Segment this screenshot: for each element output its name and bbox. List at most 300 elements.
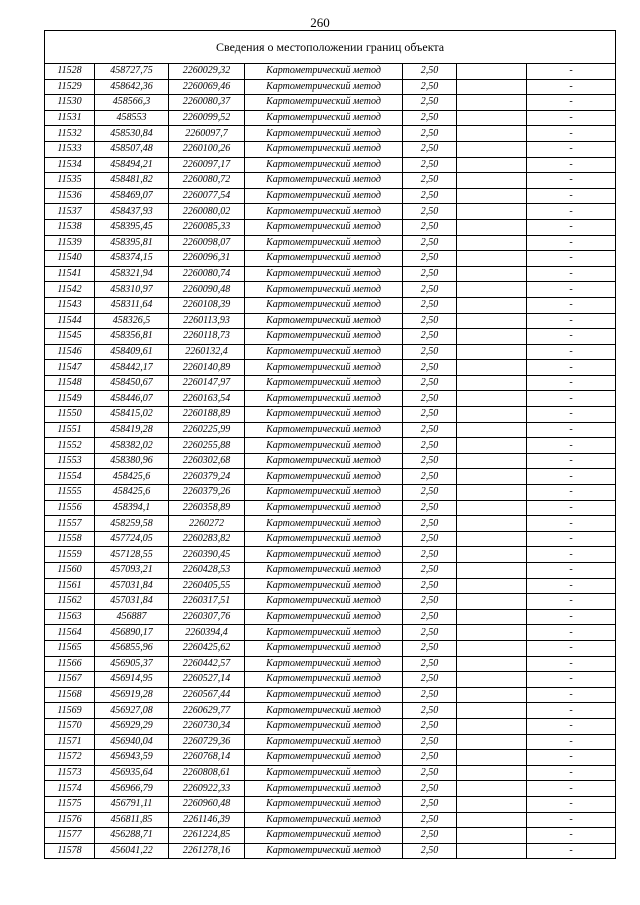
point-number-cell: 11567 [45,672,95,688]
x-coordinate-cell: 458259,58 [95,516,169,532]
x-coordinate-cell: 456905,37 [95,656,169,672]
description-cell: - [527,516,616,532]
empty-cell [457,485,527,501]
description-cell: - [527,703,616,719]
x-coordinate-cell: 458395,45 [95,219,169,235]
empty-cell [457,282,527,298]
method-cell: Картометрический метод [245,594,403,610]
x-coordinate-cell: 458425,6 [95,485,169,501]
y-coordinate-cell: 2261146,39 [169,812,245,828]
empty-cell [457,407,527,423]
table-row [45,609,616,625]
method-cell: Картометрический метод [245,79,403,95]
x-coordinate-cell: 458310,97 [95,282,169,298]
y-coordinate-cell: 2260379,24 [169,469,245,485]
accuracy-cell: 2,50 [403,391,457,407]
description-cell: - [527,251,616,267]
accuracy-cell: 2,50 [403,765,457,781]
description-cell: - [527,329,616,345]
description-cell: - [527,360,616,376]
empty-cell [457,828,527,844]
accuracy-cell: 2,50 [403,95,457,111]
point-number-cell: 11561 [45,578,95,594]
method-cell: Картометрический метод [245,313,403,329]
point-number-cell: 11558 [45,531,95,547]
empty-cell [457,344,527,360]
description-cell: - [527,640,616,656]
x-coordinate-cell: 456041,22 [95,843,169,859]
empty-cell [457,438,527,454]
table-row [45,765,616,781]
accuracy-cell: 2,50 [403,344,457,360]
y-coordinate-cell: 2260097,7 [169,126,245,142]
table-row [45,469,616,485]
accuracy-cell: 2,50 [403,173,457,189]
y-coordinate-cell: 2260108,39 [169,297,245,313]
description-cell: - [527,235,616,251]
x-coordinate-cell: 456966,79 [95,781,169,797]
table-row [45,547,616,563]
table-row [45,438,616,454]
description-cell: - [527,563,616,579]
accuracy-cell: 2,50 [403,188,457,204]
accuracy-cell: 2,50 [403,781,457,797]
description-cell: - [527,375,616,391]
description-cell: - [527,531,616,547]
empty-cell [457,781,527,797]
y-coordinate-cell: 2260163,54 [169,391,245,407]
x-coordinate-cell: 458566,3 [95,95,169,111]
x-coordinate-cell: 457724,05 [95,531,169,547]
point-number-cell: 11568 [45,687,95,703]
point-number-cell: 11557 [45,516,95,532]
x-coordinate-cell: 456887 [95,609,169,625]
method-cell: Картометрический метод [245,547,403,563]
method-cell: Картометрический метод [245,765,403,781]
description-cell: - [527,95,616,111]
accuracy-cell: 2,50 [403,734,457,750]
method-cell: Картометрический метод [245,251,403,267]
accuracy-cell: 2,50 [403,516,457,532]
method-cell: Картометрический метод [245,640,403,656]
description-cell: - [527,500,616,516]
description-cell: - [527,734,616,750]
description-cell: - [527,578,616,594]
point-number-cell: 11546 [45,344,95,360]
x-coordinate-cell: 458553 [95,110,169,126]
y-coordinate-cell: 2260077,54 [169,188,245,204]
accuracy-cell: 2,50 [403,672,457,688]
accuracy-cell: 2,50 [403,547,457,563]
description-cell: - [527,266,616,282]
accuracy-cell: 2,50 [403,563,457,579]
point-number-cell: 11539 [45,235,95,251]
x-coordinate-cell: 458530,84 [95,126,169,142]
point-number-cell: 11563 [45,609,95,625]
empty-cell [457,453,527,469]
accuracy-cell: 2,50 [403,110,457,126]
table-row [45,157,616,173]
method-cell: Картометрический метод [245,344,403,360]
accuracy-cell: 2,50 [403,750,457,766]
accuracy-cell: 2,50 [403,578,457,594]
table-row [45,640,616,656]
description-cell: - [527,391,616,407]
x-coordinate-cell: 458394,1 [95,500,169,516]
method-cell: Картометрический метод [245,656,403,672]
table-row [45,266,616,282]
x-coordinate-cell: 458425,6 [95,469,169,485]
description-cell: - [527,141,616,157]
method-cell: Картометрический метод [245,110,403,126]
y-coordinate-cell: 2260730,34 [169,718,245,734]
method-cell: Картометрический метод [245,188,403,204]
description-cell: - [527,781,616,797]
accuracy-cell: 2,50 [403,219,457,235]
table-row [45,141,616,157]
x-coordinate-cell: 456929,29 [95,718,169,734]
point-number-cell: 11556 [45,500,95,516]
table-row [45,251,616,267]
point-number-cell: 11571 [45,734,95,750]
x-coordinate-cell: 456927,08 [95,703,169,719]
table-row [45,95,616,111]
empty-cell [457,219,527,235]
empty-cell [457,640,527,656]
table-row [45,407,616,423]
description-cell: - [527,64,616,80]
description-cell: - [527,656,616,672]
description-cell: - [527,157,616,173]
table-row [45,126,616,142]
description-cell: - [527,422,616,438]
table-row [45,687,616,703]
x-coordinate-cell: 456919,28 [95,687,169,703]
empty-cell [457,375,527,391]
y-coordinate-cell: 2260140,89 [169,360,245,376]
x-coordinate-cell: 458380,96 [95,453,169,469]
accuracy-cell: 2,50 [403,438,457,454]
method-cell: Картометрический метод [245,781,403,797]
x-coordinate-cell: 457031,84 [95,594,169,610]
y-coordinate-cell: 2260085,33 [169,219,245,235]
empty-cell [457,547,527,563]
x-coordinate-cell: 458727,75 [95,64,169,80]
description-cell: - [527,219,616,235]
y-coordinate-cell: 2260099,52 [169,110,245,126]
y-coordinate-cell: 2261224,85 [169,828,245,844]
method-cell: Картометрический метод [245,391,403,407]
accuracy-cell: 2,50 [403,422,457,438]
x-coordinate-cell: 458494,21 [95,157,169,173]
y-coordinate-cell: 2260358,89 [169,500,245,516]
table-row [45,843,616,859]
y-coordinate-cell: 2260069,46 [169,79,245,95]
description-cell: - [527,438,616,454]
y-coordinate-cell: 2260394,4 [169,625,245,641]
x-coordinate-cell: 458356,81 [95,329,169,345]
accuracy-cell: 2,50 [403,407,457,423]
accuracy-cell: 2,50 [403,531,457,547]
empty-cell [457,750,527,766]
point-number-cell: 11547 [45,360,95,376]
table-row [45,781,616,797]
accuracy-cell: 2,50 [403,625,457,641]
empty-cell [457,516,527,532]
description-cell: - [527,485,616,501]
table-row [45,672,616,688]
point-number-cell: 11548 [45,375,95,391]
point-number-cell: 11554 [45,469,95,485]
method-cell: Картометрический метод [245,141,403,157]
y-coordinate-cell: 2260225,99 [169,422,245,438]
method-cell: Картометрический метод [245,219,403,235]
description-cell: - [527,313,616,329]
table-row [45,297,616,313]
y-coordinate-cell: 2260729,36 [169,734,245,750]
empty-cell [457,126,527,142]
empty-cell [457,297,527,313]
empty-cell [457,578,527,594]
accuracy-cell: 2,50 [403,297,457,313]
accuracy-cell: 2,50 [403,469,457,485]
x-coordinate-cell: 458409,61 [95,344,169,360]
table-row [45,578,616,594]
description-cell: - [527,173,616,189]
empty-cell [457,360,527,376]
point-number-cell: 11553 [45,453,95,469]
y-coordinate-cell: 2260096,31 [169,251,245,267]
table-row [45,282,616,298]
accuracy-cell: 2,50 [403,718,457,734]
point-number-cell: 11552 [45,438,95,454]
x-coordinate-cell: 457093,21 [95,563,169,579]
point-number-cell: 11570 [45,718,95,734]
description-cell: - [527,282,616,298]
accuracy-cell: 2,50 [403,828,457,844]
y-coordinate-cell: 2260379,26 [169,485,245,501]
method-cell: Картометрический метод [245,126,403,142]
accuracy-cell: 2,50 [403,453,457,469]
method-cell: Картометрический метод [245,796,403,812]
point-number-cell: 11576 [45,812,95,828]
method-cell: Картометрический метод [245,578,403,594]
point-number-cell: 11573 [45,765,95,781]
boundary-coordinates-table [44,30,616,859]
y-coordinate-cell: 2260118,73 [169,329,245,345]
method-cell: Картометрический метод [245,422,403,438]
description-cell: - [527,609,616,625]
point-number-cell: 11528 [45,64,95,80]
y-coordinate-cell: 2260255,88 [169,438,245,454]
point-number-cell: 11577 [45,828,95,844]
method-cell: Картометрический метод [245,266,403,282]
accuracy-cell: 2,50 [403,157,457,173]
x-coordinate-cell: 458415,02 [95,407,169,423]
table-title: Сведения о местоположении границ объекта [45,31,616,64]
table-row [45,828,616,844]
accuracy-cell: 2,50 [403,204,457,220]
point-number-cell: 11566 [45,656,95,672]
description-cell: - [527,765,616,781]
table-row [45,64,616,80]
accuracy-cell: 2,50 [403,235,457,251]
y-coordinate-cell: 2260100,26 [169,141,245,157]
point-number-cell: 11555 [45,485,95,501]
table-row [45,531,616,547]
point-number-cell: 11550 [45,407,95,423]
x-coordinate-cell: 456940,04 [95,734,169,750]
accuracy-cell: 2,50 [403,594,457,610]
table-row [45,563,616,579]
empty-cell [457,251,527,267]
empty-cell [457,594,527,610]
empty-cell [457,500,527,516]
y-coordinate-cell: 2260307,76 [169,609,245,625]
x-coordinate-cell: 458321,94 [95,266,169,282]
point-number-cell: 11549 [45,391,95,407]
y-coordinate-cell: 2260768,14 [169,750,245,766]
accuracy-cell: 2,50 [403,687,457,703]
point-number-cell: 11559 [45,547,95,563]
y-coordinate-cell: 2260428,53 [169,563,245,579]
method-cell: Картометрический метод [245,235,403,251]
point-number-cell: 11543 [45,297,95,313]
method-cell: Картометрический метод [245,282,403,298]
empty-cell [457,64,527,80]
method-cell: Картометрический метод [245,516,403,532]
method-cell: Картометрический метод [245,204,403,220]
accuracy-cell: 2,50 [403,266,457,282]
empty-cell [457,656,527,672]
point-number-cell: 11544 [45,313,95,329]
method-cell: Картометрический метод [245,812,403,828]
point-number-cell: 11541 [45,266,95,282]
description-cell: - [527,625,616,641]
accuracy-cell: 2,50 [403,812,457,828]
description-cell: - [527,188,616,204]
table-row [45,718,616,734]
x-coordinate-cell: 456890,17 [95,625,169,641]
method-cell: Картометрический метод [245,703,403,719]
x-coordinate-cell: 456855,96 [95,640,169,656]
y-coordinate-cell: 2260808,61 [169,765,245,781]
empty-cell [457,718,527,734]
method-cell: Картометрический метод [245,407,403,423]
description-cell: - [527,469,616,485]
x-coordinate-cell: 458507,48 [95,141,169,157]
point-number-cell: 11578 [45,843,95,859]
method-cell: Картометрический метод [245,329,403,345]
table-row [45,391,616,407]
description-cell: - [527,828,616,844]
method-cell: Картометрический метод [245,531,403,547]
x-coordinate-cell: 458442,17 [95,360,169,376]
point-number-cell: 11572 [45,750,95,766]
accuracy-cell: 2,50 [403,126,457,142]
table-row [45,703,616,719]
description-cell: - [527,594,616,610]
table-row [45,485,616,501]
method-cell: Картометрический метод [245,173,403,189]
x-coordinate-cell: 458446,07 [95,391,169,407]
point-number-cell: 11551 [45,422,95,438]
method-cell: Картометрический метод [245,718,403,734]
point-number-cell: 11540 [45,251,95,267]
table-row [45,453,616,469]
point-number-cell: 11533 [45,141,95,157]
method-cell: Картометрический метод [245,625,403,641]
x-coordinate-cell: 456791,11 [95,796,169,812]
method-cell: Картометрический метод [245,750,403,766]
x-coordinate-cell: 456811,85 [95,812,169,828]
empty-cell [457,563,527,579]
method-cell: Картометрический метод [245,438,403,454]
empty-cell [457,235,527,251]
y-coordinate-cell: 2260090,48 [169,282,245,298]
empty-cell [457,204,527,220]
x-coordinate-cell: 458326,5 [95,313,169,329]
empty-cell [457,734,527,750]
method-cell: Картометрический метод [245,485,403,501]
y-coordinate-cell: 2260442,57 [169,656,245,672]
point-number-cell: 11575 [45,796,95,812]
description-cell: - [527,750,616,766]
x-coordinate-cell: 458481,82 [95,173,169,189]
x-coordinate-cell: 456935,64 [95,765,169,781]
x-coordinate-cell: 458374,15 [95,251,169,267]
accuracy-cell: 2,50 [403,485,457,501]
point-number-cell: 11538 [45,219,95,235]
y-coordinate-cell: 2260283,82 [169,531,245,547]
table-row [45,235,616,251]
point-number-cell: 11532 [45,126,95,142]
point-number-cell: 11537 [45,204,95,220]
y-coordinate-cell: 2260527,14 [169,672,245,688]
y-coordinate-cell: 2260188,89 [169,407,245,423]
point-number-cell: 11542 [45,282,95,298]
point-number-cell: 11536 [45,188,95,204]
table-row [45,500,616,516]
table-row [45,79,616,95]
table-row [45,516,616,532]
accuracy-cell: 2,50 [403,360,457,376]
empty-cell [457,79,527,95]
table-row [45,360,616,376]
y-coordinate-cell: 2260629,77 [169,703,245,719]
point-number-cell: 11569 [45,703,95,719]
accuracy-cell: 2,50 [403,64,457,80]
empty-cell [457,173,527,189]
point-number-cell: 11574 [45,781,95,797]
table-row [45,796,616,812]
y-coordinate-cell: 2260302,68 [169,453,245,469]
accuracy-cell: 2,50 [403,609,457,625]
empty-cell [457,157,527,173]
table-title-row [45,31,616,64]
accuracy-cell: 2,50 [403,703,457,719]
accuracy-cell: 2,50 [403,313,457,329]
empty-cell [457,625,527,641]
method-cell: Картометрический метод [245,157,403,173]
y-coordinate-cell: 2260132,4 [169,344,245,360]
method-cell: Картометрический метод [245,563,403,579]
y-coordinate-cell: 2260922,33 [169,781,245,797]
y-coordinate-cell: 2260960,48 [169,796,245,812]
method-cell: Картометрический метод [245,469,403,485]
empty-cell [457,329,527,345]
description-cell: - [527,79,616,95]
